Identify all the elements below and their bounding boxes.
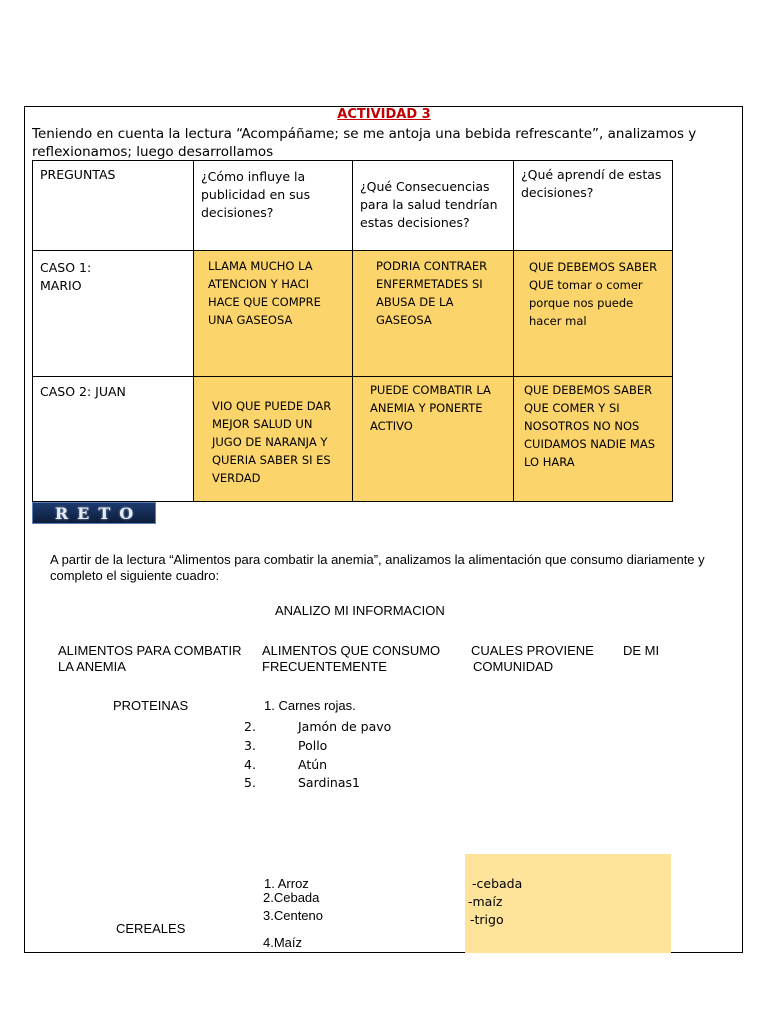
answer-cell: QUE DEBEMOS SABER QUE tomar o comer porque nos puede hacer mal bbox=[529, 260, 658, 328]
list-item: Pollo bbox=[298, 738, 328, 753]
activity-title: ACTIVIDAD 3 bbox=[337, 107, 431, 122]
list-number: 5. bbox=[244, 775, 256, 790]
section2-intro: A partir de la lectura “Alimentos para combatir la anemia”, analizamos la alimentación que consumo diariamente y completo el siguiente cuadro: bbox=[50, 552, 705, 583]
category-proteinas: PROTEINAS bbox=[113, 698, 189, 713]
category-cereales: CEREALES bbox=[116, 921, 186, 936]
column-header-anemia: ALIMENTOS PARA COMBATIR LA ANEMIA bbox=[58, 643, 242, 674]
column-header-consumo: ALIMENTOS QUE CONSUMO FRECUENTEMENTE bbox=[262, 643, 441, 674]
column-header-de-mi: DE MI bbox=[623, 643, 660, 658]
answer-cell: LLAMA MUCHO LA ATENCION Y HACI HACE QUE COMPRE UNA GASEOSA bbox=[208, 259, 321, 327]
list-number: 3. bbox=[244, 738, 256, 753]
list-item: Sardinas1 bbox=[298, 775, 360, 790]
questions-table bbox=[32, 160, 673, 502]
case-label: CASO 2: JUAN bbox=[40, 384, 126, 399]
header-preguntas: PREGUNTAS bbox=[40, 167, 116, 182]
answer-cell: VIO QUE PUEDE DAR MEJOR SALUD UN JUGO DE NARANJA Y QUERIA SABER SI ES VERDAD bbox=[212, 399, 332, 485]
case-label: CASO 1: MARIO bbox=[40, 260, 92, 293]
column-header-comunidad: COMUNIDAD bbox=[473, 659, 554, 674]
list-item: Jamón de pavo bbox=[298, 719, 392, 734]
answer-cell: PUEDE COMBATIR LA ANEMIA Y PONERTE ACTIVO bbox=[370, 383, 491, 433]
answer-cell: QUE DEBEMOS SABER QUE COMER Y SI NOSOTROS NO NOS CUIDAMOS NADIE MAS LO HARA bbox=[524, 383, 656, 469]
activity-intro: Teniendo en cuenta la lectura “Acompáñame; se me antoja una bebida refrescante”, analizamos y reflexionamos; luego desarrollamos bbox=[32, 126, 697, 160]
answer-cell: PODRIA CONTRAER ENFERMETADES SI ABUSA DE LA GASEOSA bbox=[376, 259, 488, 327]
list-item: 1. Carnes rojas. bbox=[264, 698, 356, 713]
header-consecuencias: ¿Qué Consecuencias para la salud tendrían estas decisiones? bbox=[360, 179, 498, 230]
list-number: 2. bbox=[244, 719, 256, 734]
table-row bbox=[33, 251, 673, 377]
list-number: 4. bbox=[244, 757, 256, 772]
table-row bbox=[33, 377, 673, 502]
list-item: -maíz bbox=[468, 894, 503, 909]
community-highlight bbox=[465, 854, 671, 953]
list-item: -cebada bbox=[472, 876, 523, 891]
column-header-proviene: CUALES PROVIENE bbox=[471, 643, 594, 658]
list-item: 3.Centeno bbox=[263, 908, 323, 923]
section2-subtitle: ANALIZO MI INFORMACION bbox=[275, 603, 445, 618]
header-aprendi: ¿Qué aprendí de estas decisiones? bbox=[521, 167, 662, 200]
list-item: 1. Arroz bbox=[264, 876, 309, 891]
list-item: Atún bbox=[298, 757, 328, 772]
list-item: 4.Maíz bbox=[263, 935, 303, 950]
reto-logo: RETO bbox=[32, 502, 156, 524]
list-item: -trigo bbox=[470, 912, 504, 927]
list-item: 2.Cebada bbox=[263, 890, 320, 905]
table-header-row bbox=[33, 161, 673, 251]
header-publicidad: ¿Cómo influye la publicidad en sus decisiones? bbox=[201, 169, 311, 220]
